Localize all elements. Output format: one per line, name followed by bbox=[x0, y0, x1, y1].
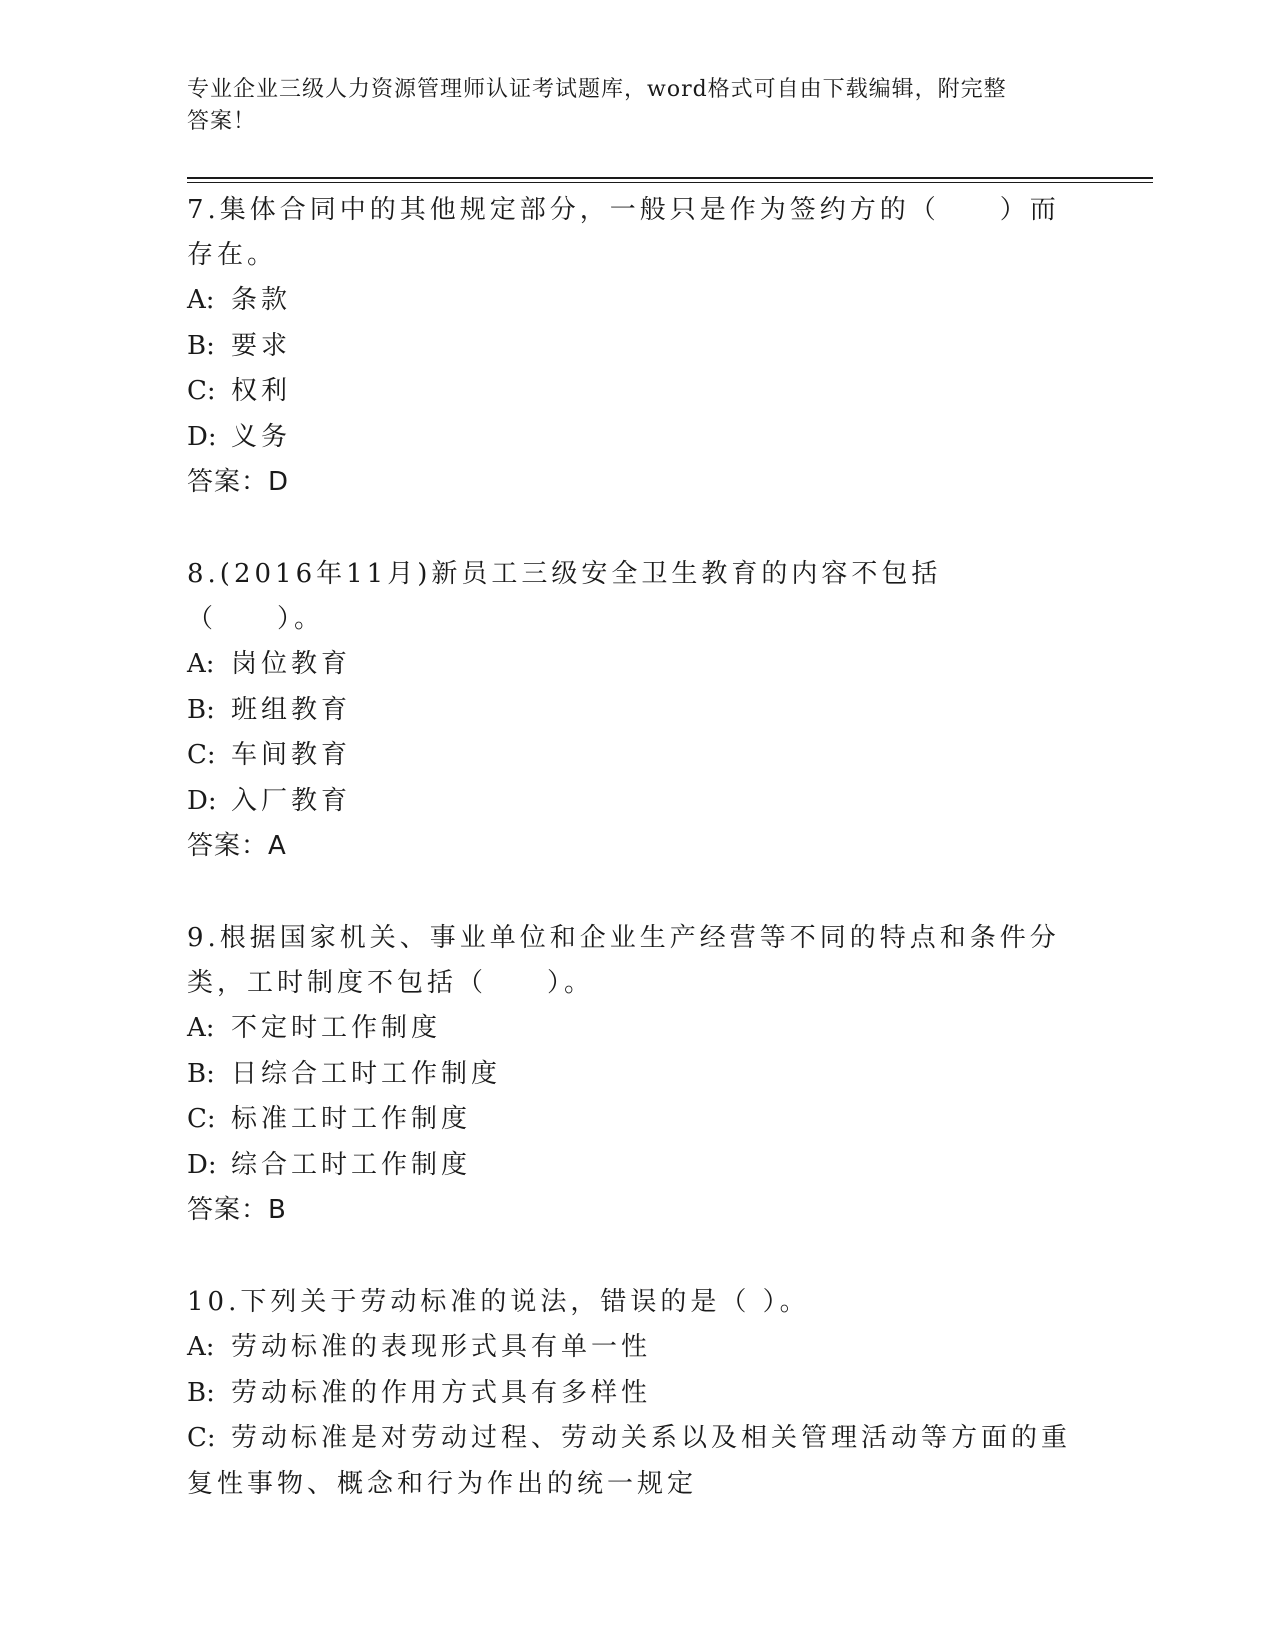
answer-line: 答案：B bbox=[187, 1195, 287, 1225]
option-text: 权利 bbox=[231, 376, 292, 406]
option-letter: B: bbox=[187, 1377, 215, 1408]
option-b bbox=[187, 1052, 1087, 1098]
option-text: 义务 bbox=[231, 421, 292, 452]
option-letter: D: bbox=[187, 785, 217, 816]
question-9 bbox=[187, 916, 1087, 1232]
option-letter: D: bbox=[187, 1149, 217, 1180]
question-10 bbox=[187, 1280, 1087, 1507]
header-line-1: 专业企业三级人力资源管理师认证考试题库，word格式可自由下载编辑，附完整 bbox=[187, 77, 1007, 102]
option-d bbox=[187, 1143, 1087, 1189]
option-text: 劳动标准的表现形式具有单一性 bbox=[231, 1332, 652, 1362]
option-text: 综合工时工作制度 bbox=[231, 1149, 472, 1180]
option-a bbox=[187, 642, 1087, 688]
option-c bbox=[187, 1416, 1072, 1507]
option-letter: C: bbox=[187, 1104, 216, 1134]
option-text: 要求 bbox=[231, 330, 292, 361]
option-b bbox=[187, 1371, 1087, 1417]
question-7 bbox=[187, 188, 1087, 504]
option-a bbox=[187, 1006, 1087, 1052]
option-letter: A: bbox=[187, 1332, 215, 1362]
question-stem: 7.集体合同中的其他规定部分，一般只是作为签约方的（ ）而存在。 bbox=[187, 195, 1060, 270]
header-divider-thick bbox=[187, 177, 1153, 179]
option-c bbox=[187, 733, 1087, 779]
option-c bbox=[187, 369, 1087, 415]
answer-line: 答案：D bbox=[187, 467, 290, 497]
question-list bbox=[187, 188, 1087, 1555]
question-stem: 9.根据国家机关、事业单位和企业生产经营等不同的特点和条件分类，工时制度不包括（ ）。 bbox=[187, 923, 1060, 998]
option-a bbox=[187, 1325, 1087, 1371]
page-header bbox=[187, 74, 1067, 138]
option-a bbox=[187, 278, 1087, 324]
option-d bbox=[187, 779, 1087, 825]
option-letter: D: bbox=[187, 421, 217, 452]
option-letter: C: bbox=[187, 376, 216, 406]
option-b bbox=[187, 324, 1087, 370]
question-stem: 10.下列关于劳动标准的说法，错误的是（ ）。 bbox=[187, 1287, 810, 1317]
option-letter: A: bbox=[187, 1013, 215, 1043]
option-letter: B: bbox=[187, 1058, 215, 1089]
option-letter: B: bbox=[187, 694, 215, 725]
option-b bbox=[187, 688, 1087, 734]
option-text: 车间教育 bbox=[231, 740, 352, 770]
option-letter: B: bbox=[187, 330, 215, 361]
option-letter: C: bbox=[187, 740, 216, 770]
option-d bbox=[187, 415, 1087, 461]
option-letter: A: bbox=[187, 285, 215, 315]
header-divider-thin bbox=[187, 182, 1153, 183]
answer-line: 答案：A bbox=[187, 831, 287, 861]
option-text: 不定时工作制度 bbox=[231, 1013, 442, 1043]
option-c bbox=[187, 1097, 1087, 1143]
header-line-2: 答案！ bbox=[187, 109, 257, 134]
question-8 bbox=[187, 552, 1087, 868]
question-stem: 8.(2016年11月)新员工三级安全卫生教育的内容不包括（ ）。 bbox=[187, 559, 942, 634]
option-letter: C: bbox=[187, 1423, 216, 1453]
option-text: 入厂教育 bbox=[231, 785, 352, 816]
option-text: 岗位教育 bbox=[231, 649, 352, 679]
option-text: 条款 bbox=[231, 285, 292, 315]
option-text: 日综合工时工作制度 bbox=[231, 1058, 502, 1089]
option-text: 标准工时工作制度 bbox=[231, 1104, 472, 1134]
option-letter: A: bbox=[187, 649, 215, 679]
option-text: 劳动标准是对劳动过程、劳动关系以及相关管理活动等方面的重复性事物、概念和行为作出的统一规定 bbox=[187, 1423, 1072, 1499]
option-text: 班组教育 bbox=[231, 694, 352, 725]
option-text: 劳动标准的作用方式具有多样性 bbox=[231, 1377, 652, 1408]
